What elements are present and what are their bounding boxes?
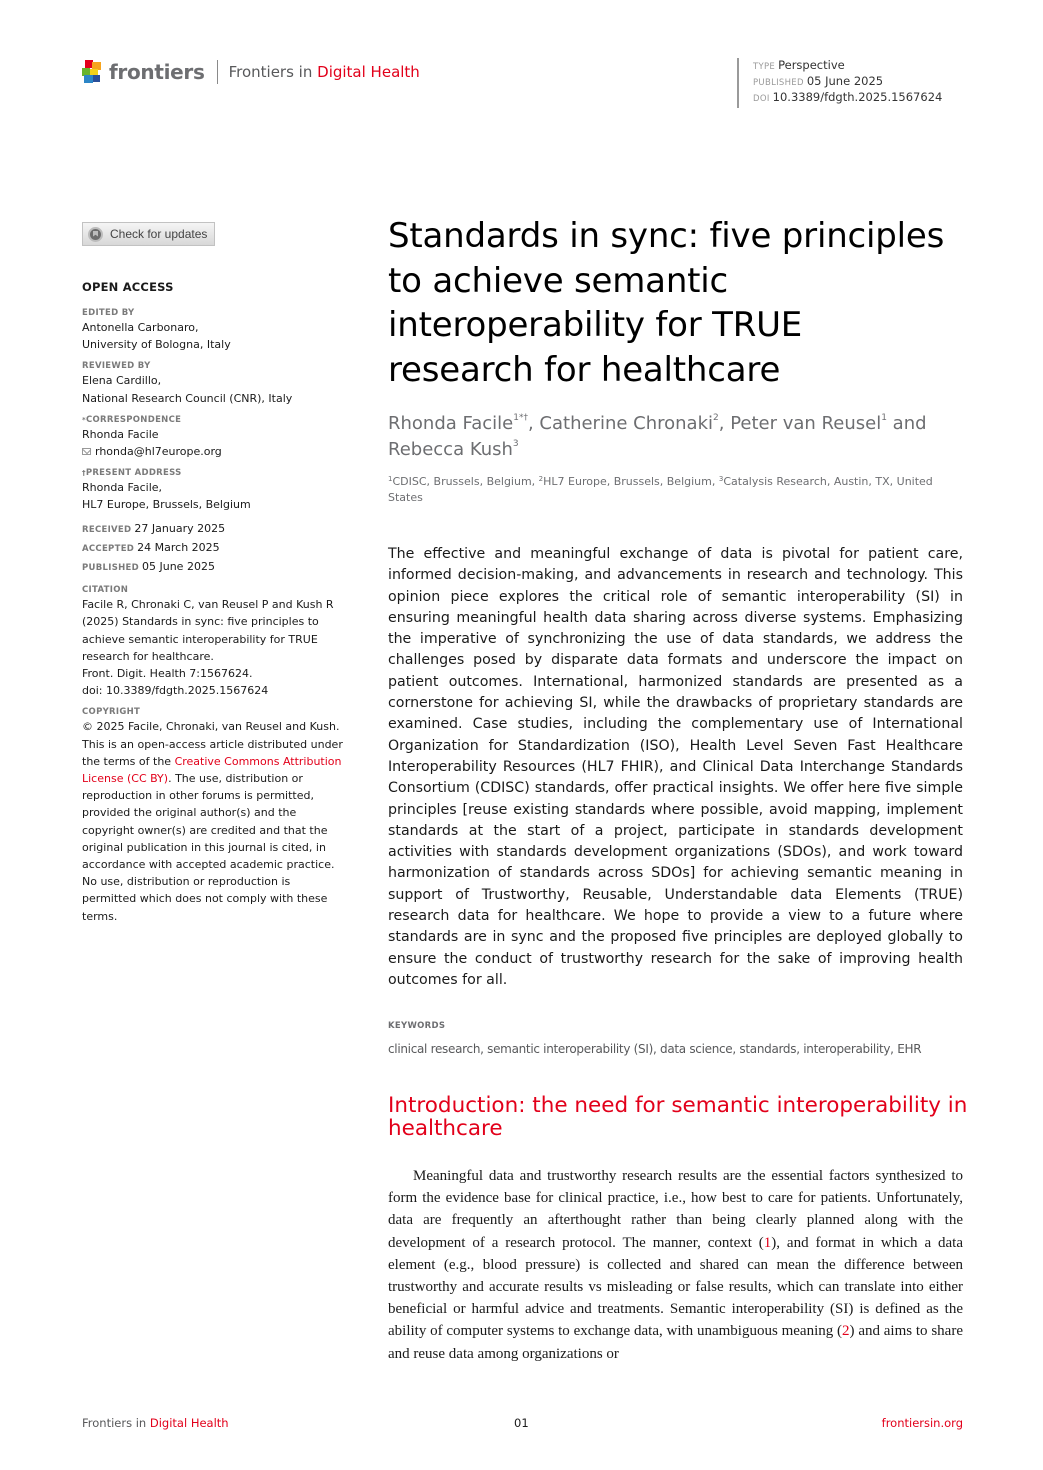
citation-line: Front. Digit. Health 7:1567624. [82,667,253,681]
doi[interactable] [753,90,942,106]
present-address-name: Rhonda Facile, [82,481,163,495]
published-date-sidebar [82,558,352,577]
footer-site-link[interactable]: frontiersin.org [881,1416,963,1430]
author-separator: , [718,413,731,434]
affiliation: HL7 Europe, Brussels, Belgium, [543,475,719,488]
footer-journal-prefix: Frontiers in [82,1416,147,1430]
published-label: PUBLISHED [753,78,804,88]
body-paragraph [388,1165,963,1365]
received-value: 27 January 2025 [134,521,226,535]
frontiers-logo-icon [82,60,104,84]
doi-label: DOI [753,94,770,104]
logo-divider [217,60,218,84]
editor-affiliation: University of Bologna, Italy [82,338,231,352]
correspondence-name: Rhonda Facile [82,427,159,441]
body-text-segment: ) and aims to share and reuse data among organizations or [388,1323,963,1362]
cc-by-license-link[interactable]: Creative Commons Attribution License (CC BY) [82,754,342,786]
type-label: TYPE [753,62,776,72]
publisher-name: frontiers [109,60,205,84]
footer-journal-name: Digital Health [149,1416,229,1430]
citation-line: (2025) Standards in sync: five principles to [82,615,319,629]
title-line: to achieve semantic [388,260,729,301]
title-line: Standards in sync: five principles [388,216,945,256]
published-value: 05 June 2025 [806,74,884,88]
check-for-updates-label: Check for updates [110,227,208,241]
published-value-sidebar: 05 June 2025 [142,560,215,574]
journal-name [229,63,420,81]
article-meta [737,58,942,108]
title-line: research for healthcare [388,349,781,390]
author[interactable] [730,413,887,434]
citation-line: achieve semantic interoperability for TRUE [82,632,318,646]
affiliation-sup: 3 [718,475,724,483]
accepted-date [82,539,352,558]
reviewed-by-label: REVIEWED BY [82,361,151,372]
keywords-label: KEYWORDS [388,1021,446,1031]
affiliation-sup: 2 [538,475,544,483]
footer-journal [82,1416,229,1430]
reviewer-affiliation: National Research Council (CNR), Italy [82,391,293,405]
article-title [388,214,968,392]
author-sup: 2 [713,413,719,423]
citation-line: research for healthcare. [82,649,214,663]
abstract: The effective and meaningful exchange of data is pivotal for patient care, informed decision-making, and advancements in research and technology. This opinion piece explores the critical role of semantic interoperability (SI) in ensuring meaningful health data sharing across diverse systems. Emphasizing the imperative of synchronizing the use of data standards, we address the challenges posed by disparate data formats and underscore the impact on patient outcomes. International, harmonized standards are presented as a cornerstone for achieving SI, while the drawbacks of proprietary standards are examined. Case studies, including the complementary use of International Organization for Standardization (ISO), Health Level Seven Fast Healthcare Interoperability Resources (HL7 FHIR), and Clinical Data Interchange Standards Consortium (CDISC) standards, offer practical insights. We offer here five simple principles [reuse existing standards where possible, avoid mapping, implement standards at the start of a project, participate in standards development activities with standards development organizations (SDOs), and work toward harmonization of standards across SDOs] for achieving semantic meaning in support of Trustworthy, Reusable, Understandable data Elements (TRUE) research data for healthcare. We hope to provide a view to a future where standards are in sync and the proposed five principles are deployed globally to ensure the conduct of trustworthy research for the sake of improving health outcomes for all. [388,546,963,988]
received-label: RECEIVED [82,524,132,535]
author-name[interactable]: Peter van Reusel [730,413,882,434]
accepted-value: 24 March 2025 [137,540,220,554]
article-type [753,58,942,74]
title-line: interoperability for TRUE [388,305,803,345]
correspondence-email[interactable] [82,443,352,460]
correspondence-label [82,414,352,426]
author-separator: and [886,413,927,434]
citation-doi[interactable]: doi: 10.3389/fdgth.2025.1567624 [82,684,269,698]
keywords: clinical research, semantic interoperability (SI), data science, standards, interoperability, EHR [388,1042,922,1056]
body-text-segment: Meaningful data and trustworthy research results are the essential factors synthesized to form the evidence base for clinical practice, i.e., how best to care for patients. Unfortunately, data are frequently an afterthought rather than being clearly planned along with the development of a research protocol. The manner, context ( [388,1168,963,1251]
author[interactable] [388,413,528,434]
citation-text [82,596,352,699]
email-link[interactable]: rhonda@hl7europe.org [95,445,222,459]
present-address-label [82,467,352,479]
author-name[interactable]: Rebecca Kush [388,439,513,460]
type-value: Perspective [778,58,845,72]
open-access-label: OPEN ACCESS [82,280,174,294]
sidebar [82,279,352,925]
article-dates [82,520,352,578]
copyright-post: . The use, distribution or reproduction in other forums is permitted, provided the original author(s) and the copyright owner(s) are credited and that the original publication in this journal is cited, in accordance with accepted academic practice. No use, distribution or reproduction is permitted which does not comply with these terms. [82,772,335,923]
copyright-text [82,718,347,924]
citation-label: CITATION [82,585,129,596]
author[interactable] [388,439,519,460]
correspondence-mark: * [82,415,86,424]
published-date [753,74,942,90]
doi-value[interactable]: 10.3389/fdgth.2025.1567624 [772,90,943,104]
published-label-sidebar: PUBLISHED [82,563,139,574]
page-number: 01 [514,1416,529,1430]
frontiers-logo[interactable] [82,60,420,84]
affiliations [388,474,968,506]
journal-prefix: Frontiers in [228,63,313,81]
section-heading-introduction: Introduction: the need for semantic interoperability in healthcare [388,1093,968,1141]
reviewer-name: Elena Cardillo, [82,374,162,388]
author[interactable] [539,413,718,434]
received-date [82,520,352,539]
reference-link[interactable]: 1 [763,1234,772,1251]
author-sup: 1*† [513,413,528,423]
edited-by-label: EDITED BY [82,308,135,318]
affiliation: CDISC, Brussels, Belgium, [392,475,539,488]
author-sup: 3 [512,439,519,449]
reference-link[interactable]: 2 [842,1323,850,1340]
citation-line: Facile R, Chronaki C, van Reusel P and Kush R [82,598,334,612]
affiliation-sup: 1 [388,475,393,483]
envelope-icon [82,448,91,455]
author-name[interactable]: Rhonda Facile [388,413,514,434]
correspondence-label-text: CORRESPONDENCE [85,414,182,425]
check-for-updates-button[interactable] [82,222,215,246]
body-text-segment: ), and format in which a data element (e.g., blood pressure) is collected and shared can mean the difference between trustworthy and accurate results vs misleading or false results, which can translate into either beneficial or harmful advice and treatments. Semantic interoperability (SI) is defined as the ability of computer systems to exchange data, with unambiguous meaning ( [388,1234,963,1340]
copyright-pre: © 2025 Facile, Chronaki, van Reusel and Kush. This is an open-access article distributed under the terms of the [82,720,343,768]
journal-title: Digital Health [317,63,420,81]
author-separator: , [527,413,540,434]
present-address-location: HL7 Europe, Brussels, Belgium [82,498,251,512]
editor-name: Antonella Carbonaro, [82,321,199,334]
present-address-label-text: PRESENT ADDRESS [85,468,182,479]
author-list [388,411,968,463]
accepted-label: ACCEPTED [82,543,135,554]
copyright-label: COPYRIGHT [82,707,141,718]
present-address-mark: † [82,469,86,478]
bookmark-icon [88,227,103,242]
affiliation: Catalysis Research, Austin, TX, United States [388,475,933,504]
author-name[interactable]: Catherine Chronaki [539,413,714,434]
author-sup: 1 [881,413,887,423]
